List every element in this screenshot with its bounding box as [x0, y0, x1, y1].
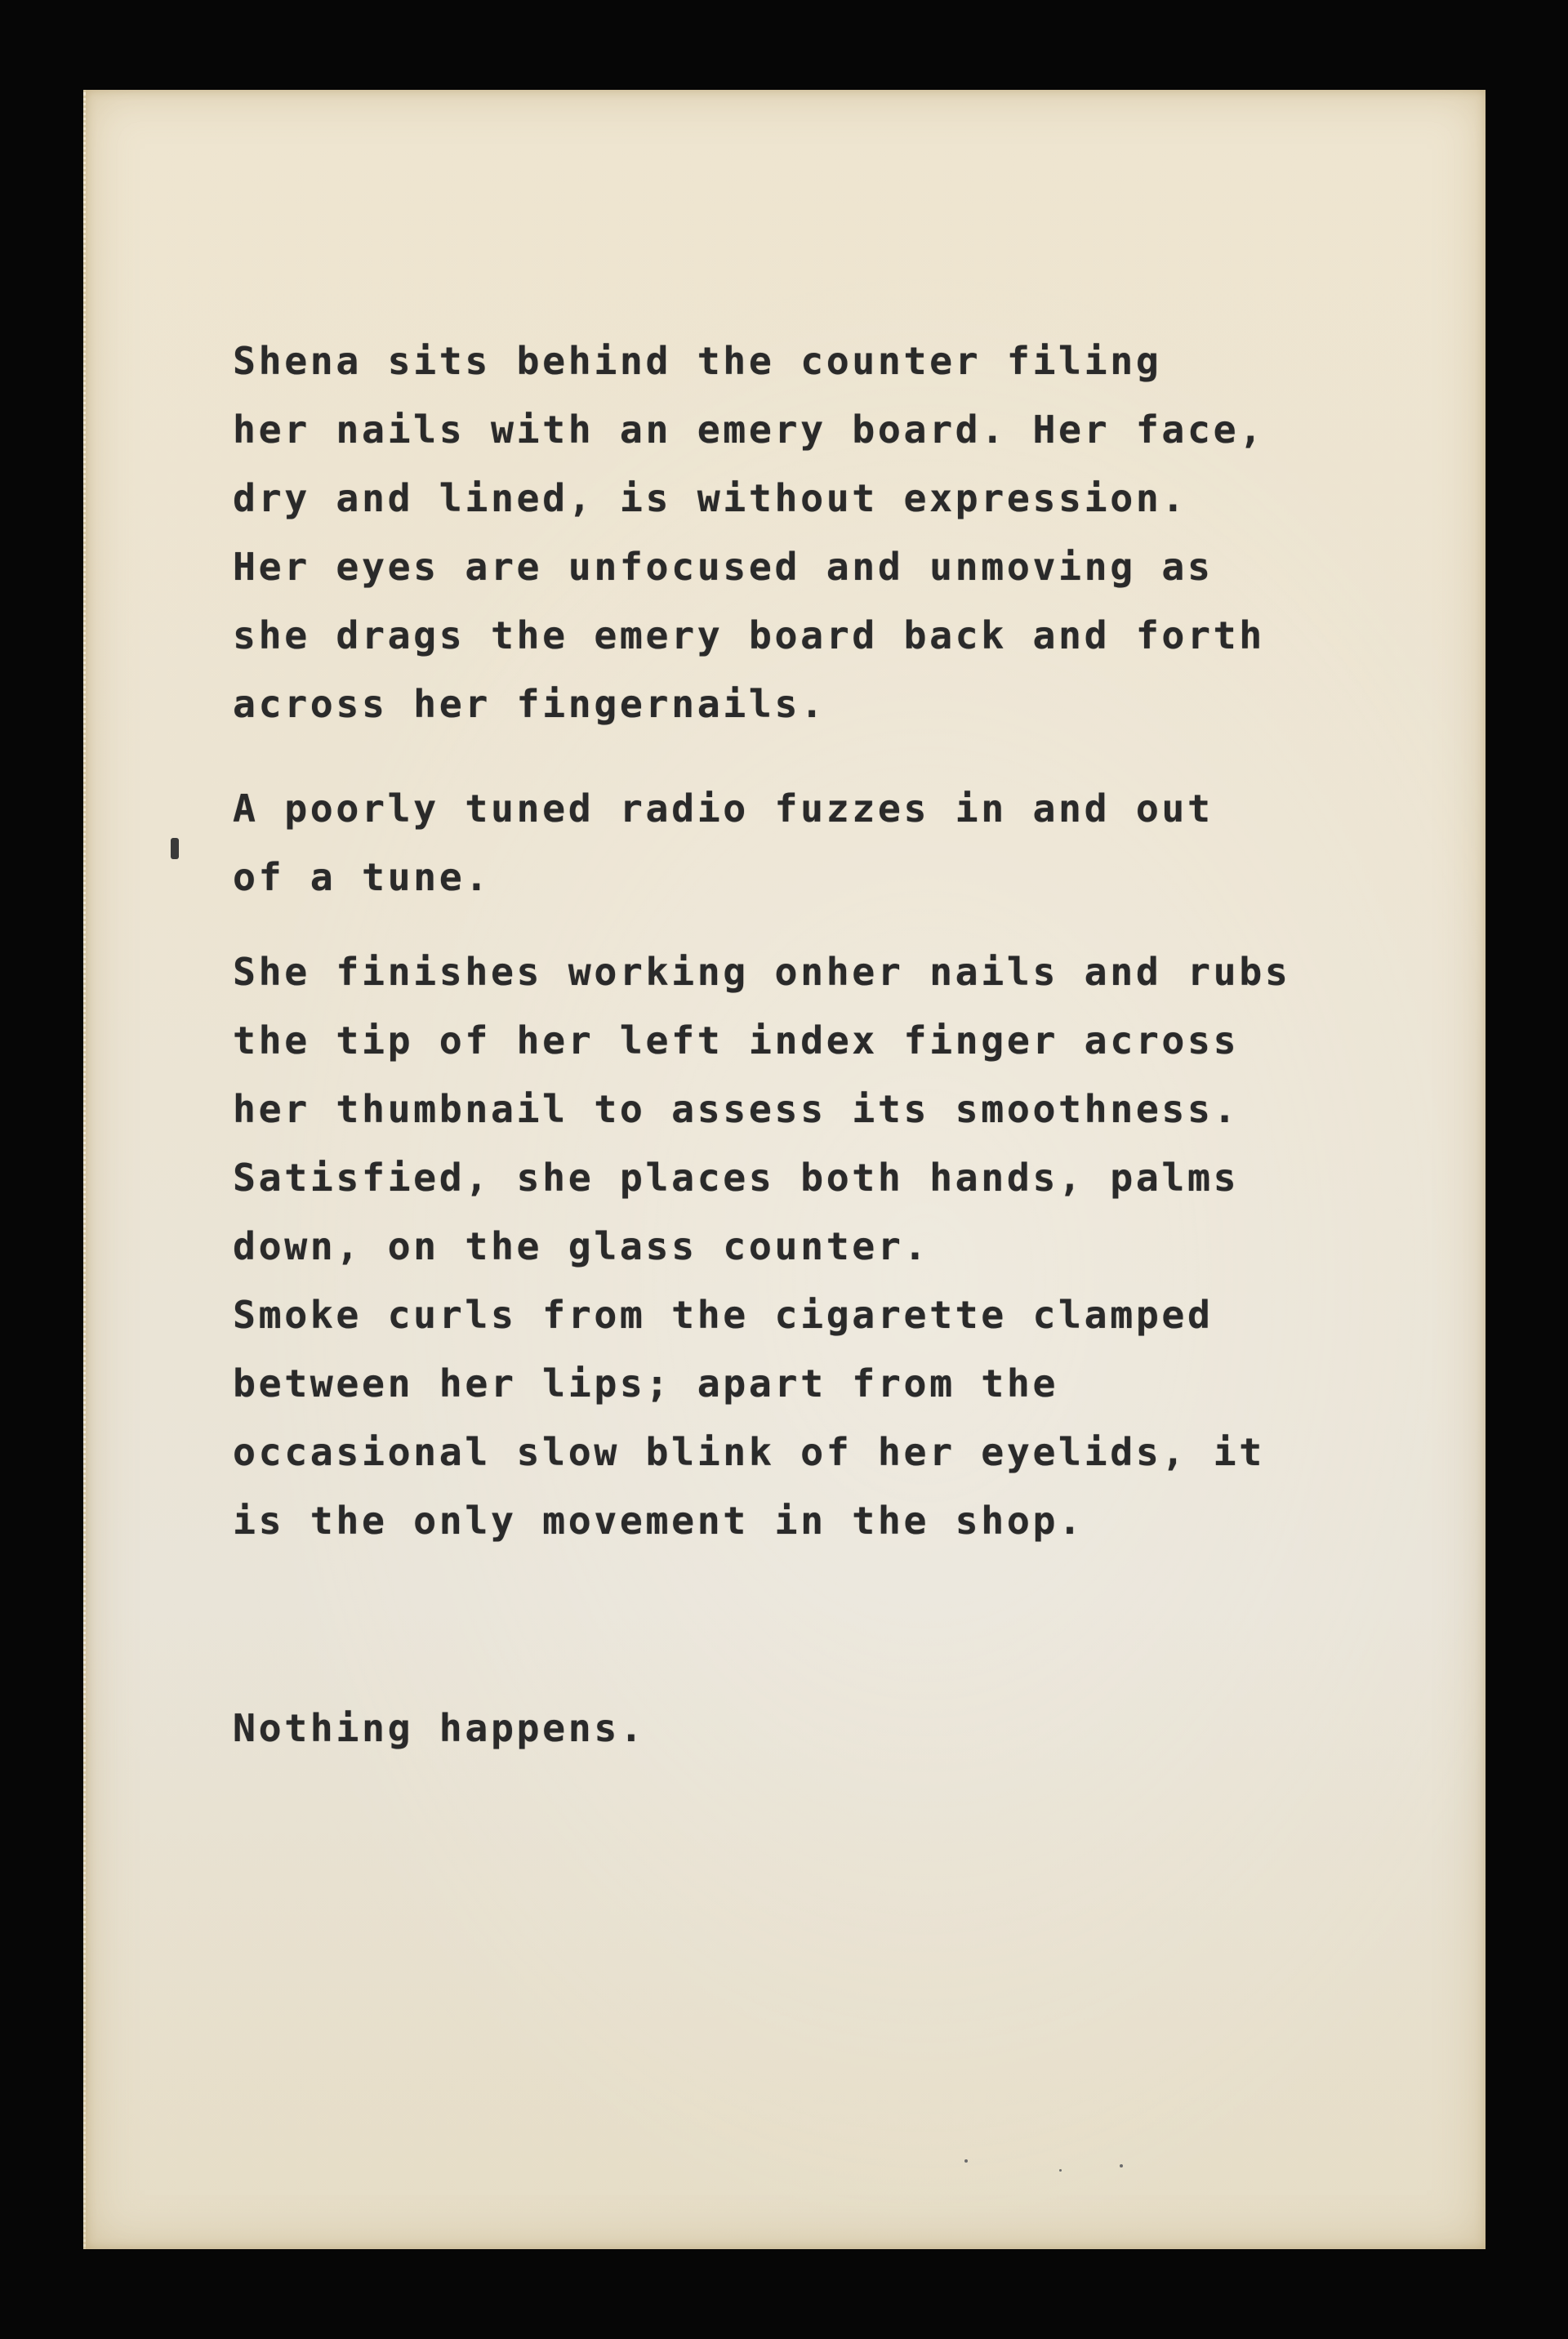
text-line: She finishes working onher nails and rubs	[233, 950, 1291, 994]
text-line: Her eyes are unfocused and unmoving as	[233, 545, 1214, 589]
paragraph-1	[233, 327, 1507, 738]
paragraph-2	[233, 774, 1507, 911]
text-line: down, on the glass counter.	[233, 1224, 930, 1268]
paragraph-gap	[233, 911, 1507, 938]
text-line: she drags the emery board back and forth	[233, 613, 1265, 657]
text-line: her thumbnail to assess its smoothness.	[233, 1087, 1240, 1131]
paper-edge-mark	[171, 838, 179, 859]
text-line: of a tune.	[233, 855, 491, 899]
text-line: across her fingernails.	[233, 682, 826, 726]
paragraph-4	[233, 1694, 1507, 1762]
paragraph-gap	[233, 1555, 1507, 1694]
text-line: A poorly tuned radio fuzzes in and out	[233, 786, 1214, 831]
text-line: occasional slow blink of her eyelids, it	[233, 1430, 1265, 1474]
typewritten-page	[83, 90, 1486, 2249]
text-line: Smoke curls from the cigarette clamped	[233, 1293, 1214, 1337]
text-line: her nails with an emery board. Her face,	[233, 408, 1265, 452]
text-line: the tip of her left index finger across	[233, 1018, 1240, 1063]
text-line: Satisfied, she places both hands, palms	[233, 1156, 1240, 1200]
text-line: Shena sits behind the counter filing	[233, 339, 1162, 383]
text-line: Nothing happens.	[233, 1706, 646, 1750]
text-line: dry and lined, is without expression.	[233, 476, 1188, 520]
text-line: is the only movement in the shop.	[233, 1499, 1085, 1543]
paragraph-gap	[233, 738, 1507, 774]
text-line: between her lips; apart from the	[233, 1361, 1059, 1406]
paragraph-3	[233, 938, 1507, 1555]
manuscript-text	[233, 327, 1507, 1762]
